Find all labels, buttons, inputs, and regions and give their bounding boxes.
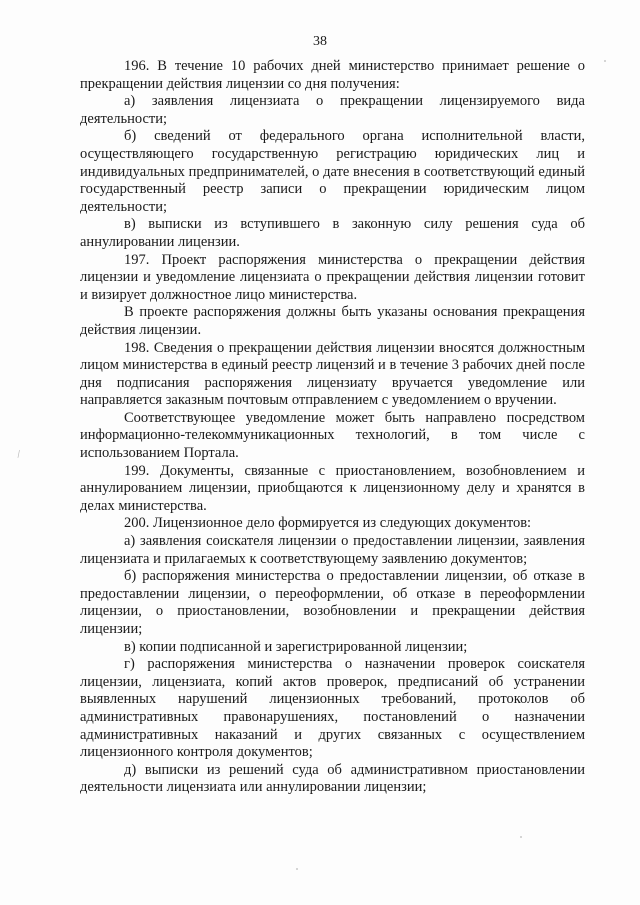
paragraph-196: 196. В течение 10 рабочих дней министерство принимает решение о прекращении действия лицензии со дня получения: xyxy=(80,58,585,92)
paragraph-196-v: в) выписки из вступившего в законную силу решения суда об аннулировании лицензии. xyxy=(80,216,585,250)
paragraph-200: 200. Лицензионное дело формируется из следующих документов: xyxy=(124,515,532,532)
paragraph-196-a: а) заявления лицензиата о прекращении лицензируемого вида деятельности; xyxy=(80,93,585,127)
paragraph-198-notice: Соответствующее уведомление может быть направлено посредством информационно-телекоммуникационных технологий, в том числе с использованием Портала. xyxy=(80,409,585,462)
paragraph-200-b: б) распоряжения министерства о предоставлении лицензии, об отказе в предоставлении лицензии, о переоформлении, об отказе в переоформлении лицензии, о приостановлении, возобновлении и прекращении действия лицензии; xyxy=(80,568,585,637)
paragraph-197-grounds: В проекте распоряжения должны быть указаны основания прекращения действия лицензии. xyxy=(80,304,585,338)
scan-margin-mark: ⁄ xyxy=(16,450,22,461)
document-body xyxy=(80,58,585,797)
paragraph-199: 199. Документы, связанные с приостановлением, возобновлением и аннулированием лицензии, приобщаются к лицензионному делу и хранятся в делах министерства. xyxy=(80,462,585,514)
paragraph-200-g: г) распоряжения министерства о назначении проверок соискателя лицензии, лицензиата, копий актов проверок, предписаний об устранении выявленных нарушений лицензионных требований, протоколов об административных правонарушениях, постановлений о назначении административных наказаний и других связанных с осуществлением лицензионного контроля документов; xyxy=(80,656,585,761)
scan-speck xyxy=(520,836,522,838)
paragraph-200-d: д) выписки из решений суда об административном приостановлении деятельности лицензиата или аннулировании лицензии; xyxy=(80,761,585,796)
scan-speck xyxy=(296,868,298,870)
paragraph-197: 197. Проект распоряжения министерства о прекращении действия лицензии и уведомление лицензиата о прекращении действия лицензии готовит и визирует должностное лицо министерства. xyxy=(80,251,585,303)
page-number: 38 xyxy=(313,34,327,49)
paragraph-200-v: в) копии подписанной и зарегистрированной лицензии; xyxy=(124,638,468,655)
paragraph-196-b: б) сведений от федерального органа исполнительной власти, осуществляющего государственную регистрацию юридических лиц и индивидуальных предпринимателей, о дате внесения в соответствующий единый государственный реестр записи о прекращении юридическим лицом деятельности; xyxy=(80,128,585,215)
paragraph-200-a: а) заявления соискателя лицензии о предоставлении лицензии, заявления лицензиата и прилагаемых к соответствующему заявлению документов; xyxy=(80,533,585,567)
scan-speck xyxy=(604,60,606,62)
paragraph-198: 198. Сведения о прекращении действия лицензии вносятся должностным лицом министерства в единый реестр лицензий и в течение 3 рабочих дней после дня подписания распоряжения лицензиату вручается уведомление или направляется заказным почтовым отправлением с уведомлением о вручении. xyxy=(80,339,585,409)
